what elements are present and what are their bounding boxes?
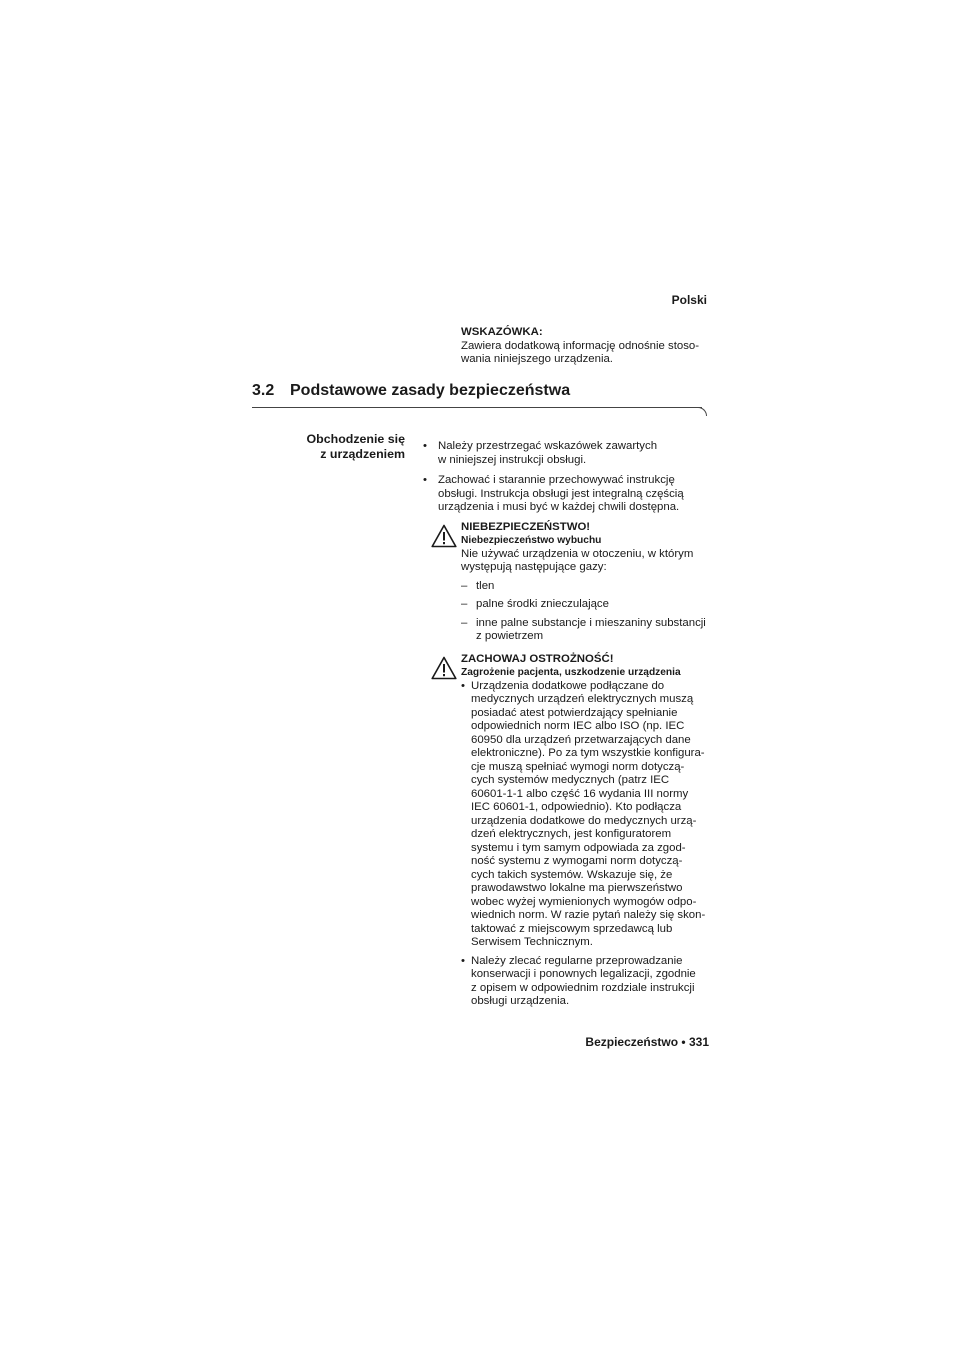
list-item-line: tlen — [476, 579, 495, 592]
section-title: Podstawowe zasady bezpieczeństwa — [290, 382, 571, 399]
bullet-marker: • — [423, 474, 427, 486]
list-item-line: elektroniczne). Po za tym wszystkie konfigura- — [471, 747, 705, 759]
list-item-line: dzeń elektrycznych, jest konfiguratorem — [471, 828, 672, 840]
danger-subtitle: Niebezpieczeństwo wybuchu — [461, 535, 602, 546]
danger-line: Nie używać urządzenia w otoczeniu, w którym — [461, 547, 694, 560]
warning-triangle-icon — [431, 656, 457, 680]
list-item-line: obsługi urządzenia. — [471, 995, 570, 1007]
list-item-line: ność systemu z wymogami norm dotyczą- — [471, 855, 683, 867]
list-item-line: Urządzenia dodatkowe podłączane do — [471, 679, 665, 692]
list-item-line: inne palne substancje i mieszaniny substancji — [476, 616, 706, 629]
bullet-marker: • — [423, 440, 427, 452]
list-item-line: posiadać atest potwierdzający spełnianie — [471, 706, 678, 719]
danger-line: występują następujące gazy: — [461, 561, 607, 573]
language-label: Polski — [671, 293, 707, 307]
side-heading-line: Obchodzenie się — [306, 432, 405, 446]
list-item-line: cych systemów medycznych (patrz IEC — [471, 774, 670, 786]
caution-subtitle: Zagrożenie pacjenta, uszkodzenie urządzenia — [461, 667, 681, 678]
list-item-line: cych takich systemów. Wskazuje się, że — [471, 868, 673, 881]
danger-block — [423, 521, 713, 644]
list-item — [461, 580, 713, 594]
list-item-line: konserwacji i ponownych legalizacji, zgodnie — [471, 968, 696, 980]
caution-block — [423, 653, 713, 1009]
list-item-line: wobec wyżej wymienionych wymogów odpo- — [471, 895, 697, 908]
list-item-line: Należy przestrzegać wskazówek zawartych — [438, 440, 658, 452]
list-item — [423, 474, 713, 515]
list-item-line: obsługi. Instrukcja obsługi jest integralną częścią — [438, 487, 684, 500]
list-item-line: taktować z miejscowym sprzedawcą lub — [471, 922, 673, 935]
list-item-line: urządzenia dodatkowe do medycznych urzą- — [471, 814, 697, 827]
bullet-marker: • — [461, 954, 465, 967]
dash-marker: – — [461, 616, 468, 629]
list-item-line: urządzenia i musi być w każdej chwili dostępna. — [438, 501, 680, 513]
section-number: 3.2 — [252, 382, 275, 399]
list-item-line: z opisem w odpowiednim rozdziale instrukcji — [471, 981, 695, 994]
list-item-line: Zachować i starannie przechowywać instrukcję — [438, 474, 675, 486]
section-divider — [252, 407, 702, 408]
page-footer: Bezpieczeństwo • 331 — [585, 1035, 709, 1049]
section-heading — [252, 382, 712, 400]
dash-marker: – — [461, 598, 468, 610]
list-item-line: Serwisem Technicznym. — [471, 936, 593, 948]
list-item-line: w niniejszej instrukcji obsługi. — [438, 453, 587, 466]
list-item-line: prawodawstwo lokalne ma pierwszeństwo — [471, 882, 683, 894]
caution-title: ZACHOWAJ OSTROŻNOŚĆ! — [461, 652, 614, 665]
dash-marker: – — [461, 579, 468, 592]
list-item-line: medycznych urządzeń elektrycznych muszą — [471, 693, 694, 705]
list-item-line: z powietrzem — [476, 630, 544, 642]
list-item — [461, 680, 713, 950]
list-item-line: odpowiednich norm IEC albo ISO (np. IEC — [471, 720, 685, 732]
danger-title: NIEBEZPIECZEŃSTWO! — [461, 520, 591, 533]
note-block — [461, 326, 711, 367]
list-item-line: palne środki znieczulające — [476, 598, 609, 610]
list-item-line: cje muszą spełniać wymogi norm dotyczą- — [471, 760, 685, 773]
side-heading-line: z urządzeniem — [320, 447, 405, 461]
list-item-line: 60950 dla urządzeń przetwarzających dane — [471, 733, 691, 746]
list-item-line: wiednich norm. W razie pytań należy się skon- — [471, 909, 706, 921]
list-item-line: 60601-1-1 albo część 16 wydania III normy — [471, 787, 689, 800]
list-item — [461, 617, 713, 644]
main-content — [423, 440, 713, 1014]
section-divider-end — [698, 407, 707, 416]
list-item — [423, 440, 713, 467]
warning-triangle-icon — [431, 524, 457, 548]
list-item-line: systemu i tym samym odpowiada za zgod- — [471, 841, 686, 854]
list-item — [461, 955, 713, 1009]
side-heading — [252, 432, 405, 462]
note-line: Zawiera dodatkową informację odnośnie stoso- — [461, 339, 700, 352]
list-item-line: IEC 60601-1, odpowiednio). Kto podłącza — [471, 801, 682, 813]
note-title: WSKAZÓWKA: — [461, 326, 543, 338]
bullet-marker: • — [461, 679, 465, 692]
note-line: wania niniejszego urządzenia. — [461, 353, 613, 365]
list-item — [461, 598, 713, 612]
list-item-line: Należy zlecać regularne przeprowadzanie — [471, 954, 683, 967]
